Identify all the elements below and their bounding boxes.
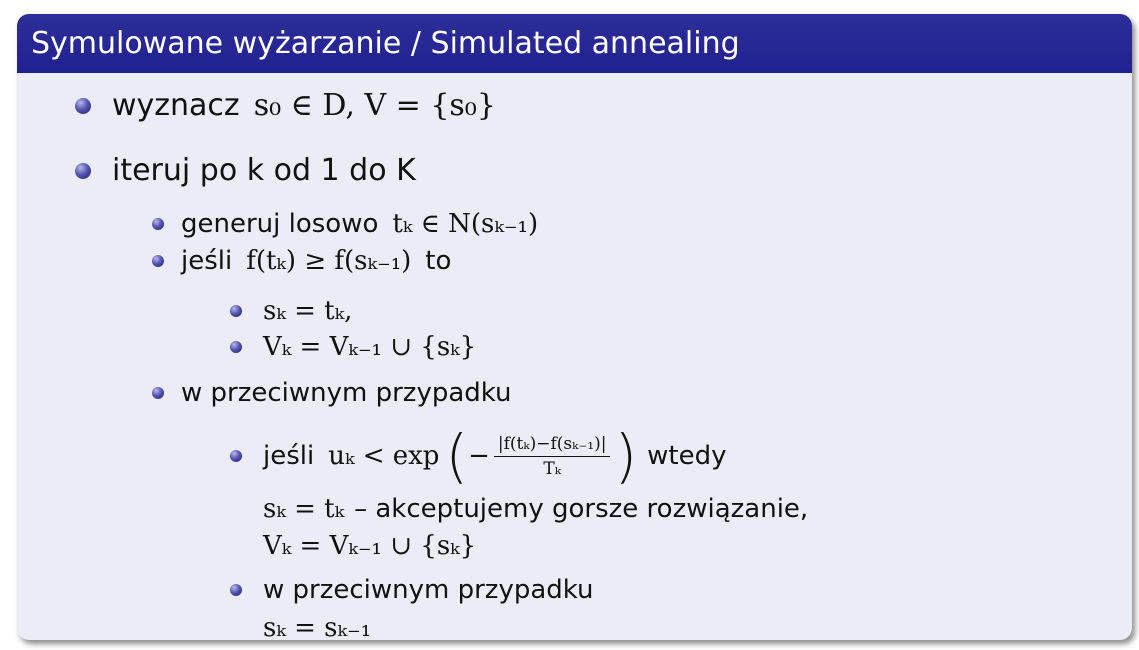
fraction-numerator: |f(tₖ)−f(sₖ₋₁)| [494, 434, 611, 457]
continuation-keep [263, 613, 371, 640]
fraction-denominator: Tₖ [543, 458, 561, 479]
item-text: jeśli [181, 246, 233, 276]
minus-sign: − [468, 441, 490, 471]
slide-frame [17, 14, 1132, 640]
bullet-icon [152, 218, 164, 230]
list-item-init [75, 88, 496, 123]
list-item-otherwise [152, 378, 512, 408]
slide-title: Symulowane wyżarzanie / Simulated annealing [17, 14, 1132, 73]
close-paren: ) [614, 422, 638, 490]
fraction [494, 434, 611, 479]
bullet-icon [152, 387, 164, 399]
item-math: s₀ ∈ D, V = {s₀} [253, 88, 496, 123]
item-math: sₖ = sₖ₋₁ [263, 613, 372, 640]
list-item-update-set [230, 332, 476, 362]
continuation-update-set [263, 531, 476, 561]
item-text: – akceptujemy gorsze rozwiązanie, [354, 494, 809, 524]
item-math: sₖ = tₖ [263, 494, 345, 524]
item-text: wyznacz [112, 88, 240, 123]
bullet-icon [152, 255, 164, 267]
continuation-accept-worse [263, 494, 808, 524]
item-text: iteruj po k od 1 do K [112, 153, 416, 188]
list-item-probabilistic [230, 417, 726, 495]
list-item-condition [152, 246, 451, 276]
bullet-icon [230, 584, 242, 596]
item-math: tₖ ∈ N(sₖ₋₁) [392, 209, 539, 239]
list-item-iterate [75, 153, 416, 188]
item-text: jeśli [263, 441, 315, 471]
item-math: sₖ = tₖ, [263, 296, 353, 326]
open-paren: ( [445, 422, 469, 490]
item-text: w przeciwnym przypadku [181, 378, 512, 408]
item-suffix: to [425, 246, 452, 276]
item-text: w przeciwnym przypadku [263, 575, 594, 605]
item-suffix: wtedy [647, 441, 727, 471]
item-math: Vₖ = Vₖ₋₁ ∪ {sₖ} [263, 332, 477, 362]
slide-content [17, 73, 1132, 640]
item-math: uₖ < exp [328, 441, 440, 471]
bullet-icon [230, 341, 242, 353]
list-item-generate [152, 209, 538, 239]
bullet-icon [75, 98, 91, 114]
item-math: Vₖ = Vₖ₋₁ ∪ {sₖ} [263, 531, 477, 561]
bullet-icon [230, 450, 242, 462]
bullet-icon [230, 305, 242, 317]
item-math: f(tₖ) ≥ f(sₖ₋₁) [246, 246, 412, 276]
item-text: generuj losowo [181, 209, 379, 239]
bullet-icon [75, 163, 91, 179]
list-item-reject [230, 575, 594, 605]
list-item-accept [230, 296, 352, 326]
